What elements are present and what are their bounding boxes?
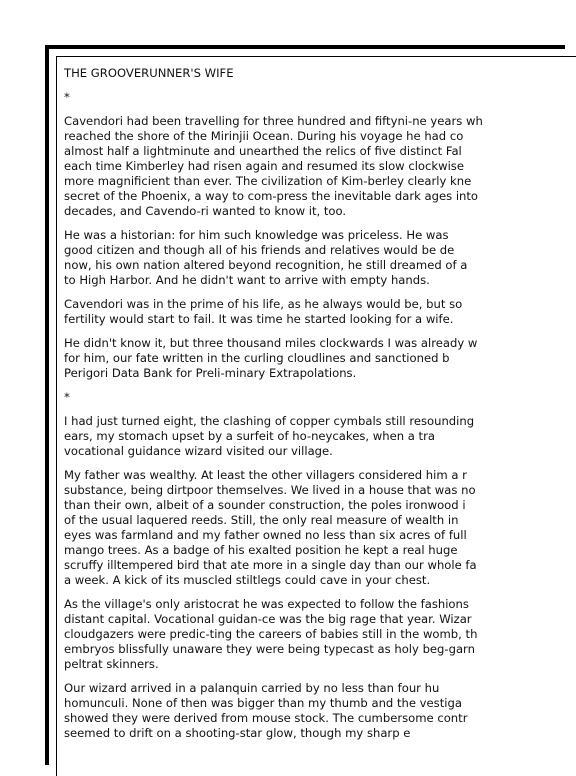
text-line: each time Kimberley had risen again and resumed its slow clockwise xyxy=(64,159,464,173)
text-line: fertility would start to fail. It was time he started looking for a wife. xyxy=(64,312,454,326)
text-line: I had just turned eight, the clashing of copper cymbals still resounding xyxy=(64,414,475,428)
text-line: homunculi. None of then was bigger than my thumb and the vestiga xyxy=(64,696,462,710)
text-line: Our wizard arrived in a palanquin carried by no less than four hu xyxy=(64,681,440,695)
text-line: embryos blissfully unaware they were being typecast as holy beg-garn xyxy=(64,642,475,656)
text-line: * xyxy=(64,90,70,104)
text-line: secret of the Phoenix, a way to com-press the inevitable dark ages into xyxy=(64,189,479,203)
paragraph xyxy=(64,597,544,672)
paragraph xyxy=(64,297,544,327)
text-line: to High Harbor. And he didn't want to arrive with empty hands. xyxy=(64,273,430,287)
text-line: almost half a lightminute and unearthed the relics of five distinct Fal xyxy=(64,144,462,158)
text-line: than their own, albeit of a sounder construction, the poles ironwood i xyxy=(64,498,466,512)
text-line: Cavendori had been travelling for three hundred and fiftyni-ne years wh xyxy=(64,114,483,128)
paragraph xyxy=(64,114,544,219)
text-line: good citizen and though all of his friends and relatives would be de xyxy=(64,243,455,257)
paragraph xyxy=(64,336,544,381)
section-separator xyxy=(64,90,544,105)
text-line: seemed to drift on a shooting-star glow, though my sharp e xyxy=(64,726,411,740)
story-title: THE GROOVERUNNER'S WIFE xyxy=(64,66,234,80)
text-line: eyes was farmland and my father owned no less than six acres of full xyxy=(64,528,467,542)
text-line: Cavendori was in the prime of his life, as he always would be, but so xyxy=(64,297,463,311)
text-line: decades, and Cavendo-ri wanted to know it, too. xyxy=(64,204,347,218)
text-line: mango trees. As a badge of his exalted position he kept a real huge xyxy=(64,543,458,557)
text-line: He didn't know it, but three thousand miles clockwards I was already w xyxy=(64,336,478,350)
text-line: cloudgazers were predic-ting the careers of babies still in the womb, th xyxy=(64,627,478,641)
paragraph xyxy=(64,681,544,741)
text-line: now, his own nation altered beyond recognition, he still dreamed of a xyxy=(64,258,468,272)
text-line: peltrat skinners. xyxy=(64,657,159,671)
text-area xyxy=(64,60,512,740)
text-line: He was a historian: for him such knowledge was priceless. He was xyxy=(64,228,449,242)
text-line: * xyxy=(64,390,70,404)
text-line: My father was wealthy. At least the other villagers considered him a r xyxy=(64,468,467,482)
text-line: distant capital. Vocational guidan-ce was the big rage that year. Wizar xyxy=(64,612,472,626)
paragraph xyxy=(64,228,544,288)
text-line: more magnificient than ever. The civilization of Kim-berley clearly kne xyxy=(64,174,472,188)
text-line: for him, our fate written in the curling cloudlines and sanctioned b xyxy=(64,351,450,365)
text-line: ears, my stomach upset by a surfeit of ho-neycakes, when a tra xyxy=(64,429,435,443)
text-line: As the village's only aristocrat he was expected to follow the fashions xyxy=(64,597,469,611)
section-separator xyxy=(64,390,544,405)
text-line: scruffy illtempered bird that ate more in a single day than our whole fa xyxy=(64,558,477,572)
text-line: a week. A kick of its muscled stiltlegs could cave in your chest. xyxy=(64,573,431,587)
text-line: vocational guidance wizard visited our village. xyxy=(64,444,333,458)
paragraph xyxy=(64,468,544,588)
text-line: reached the shore of the Mirinjii Ocean. During his voyage he had co xyxy=(64,129,464,143)
text-line: Perigori Data Bank for Preli-minary Extrapolations. xyxy=(64,366,357,380)
paragraph xyxy=(64,414,544,459)
text-line: showed they were derived from mouse stock. The cumbersome contr xyxy=(64,711,468,725)
story-text xyxy=(64,66,544,741)
text-line: of the usual laquered reeds. Still, the only real measure of wealth in xyxy=(64,513,459,527)
text-line: substance, being dirtpoor themselves. We lived in a house that was no xyxy=(64,483,476,497)
